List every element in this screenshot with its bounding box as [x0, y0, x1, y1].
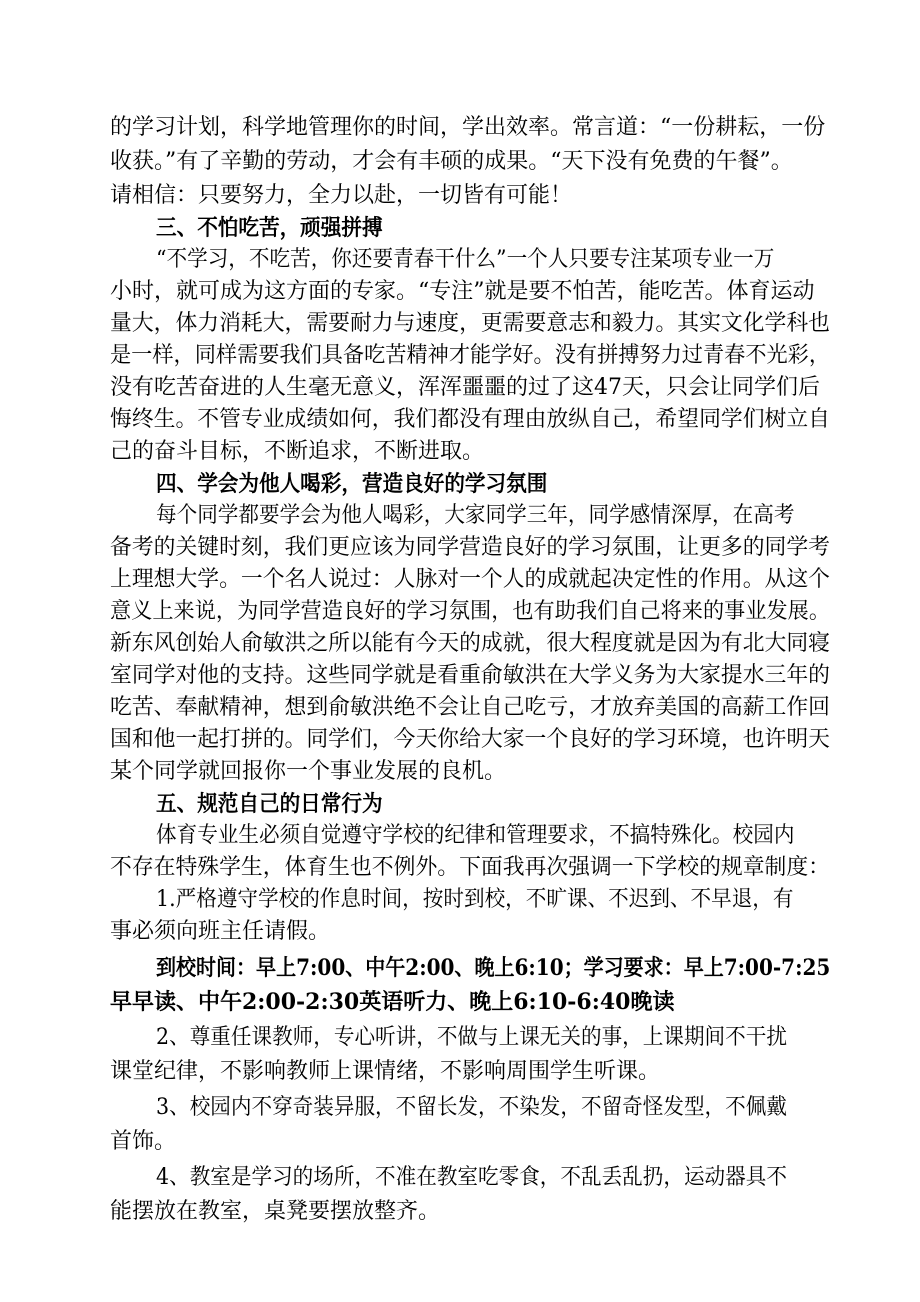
- rule-item-4: 4、教室是学习的场所，不准在教室吃零食，不乱丢乱扔，运动器具不: [156, 1165, 787, 1190]
- paragraph-line: 新东风创始人俞敏洪之所以能有今天的成就，很大程度就是因为有北大同寝: [110, 631, 830, 656]
- paragraph-line: 的学习计划，科学地管理你的时间，学出效率。常言道：“一份耕耘，一份: [110, 115, 826, 140]
- paragraph-line: 收获。”有了辛勤的劳动，才会有丰硕的成果。“天下没有免费的午餐”。: [110, 149, 793, 174]
- paragraph-line: 己的奋斗目标，不断追求，不断进取。: [110, 439, 485, 464]
- paragraph-line: 首饰。: [110, 1129, 177, 1154]
- paragraph-line: 备考的关键时刻，我们更应该为同学营造良好的学习氛围，让更多的同学考: [110, 535, 830, 560]
- schedule-line: 早早读、中午2:00-2:30英语听力、晚上6:10-6:40晚读: [110, 989, 675, 1015]
- paragraph-line: 每个同学都要学会为他人喝彩，大家同学三年，同学感情深厚，在高考: [156, 503, 795, 528]
- paragraph-line: 量大，体力消耗大，需要耐力与速度，更需要意志和毅力。其实文化学科也: [110, 311, 830, 336]
- section-heading-3: 三、不怕吃苦，顽强拼搏: [156, 215, 383, 241]
- paragraph-line: 小时，就可成为这方面的专家。“专注”就是要不怕苦，能吃苦。体育运动: [110, 279, 815, 304]
- rule-item-1: 1.严格遵守学校的作息时间，按时到校，不旷课、不迟到、不早退，有: [156, 887, 794, 912]
- paragraph-line: 国和他一起打拼的。同学们，今天你给大家一个良好的学习环境，也许明天: [110, 727, 830, 752]
- paragraph-line: 意义上来说，为同学营造良好的学习氛围，也有助我们自己将来的事业发展。: [110, 599, 831, 624]
- paragraph-line: 某个同学就回报你一个事业发展的良机。: [110, 759, 507, 784]
- section-heading-5: 五、规范自己的日常行为: [156, 791, 383, 817]
- section-heading-4: 四、学会为他人喝彩，营造良好的学习氛围: [156, 471, 548, 497]
- rule-item-2: 2、尊重任课教师，专心听讲，不做与上课无关的事，上课期间不干扰: [156, 1025, 787, 1050]
- schedule-line: 到校时间：早上7:00、中午2:00、晚上6:10；学习要求：早上7:00-7:25: [156, 955, 831, 981]
- paragraph-line: 课堂纪律，不影响教师上课情绪，不影响周围学生听课。: [110, 1059, 661, 1084]
- paragraph-line: 没有吃苦奋进的人生毫无意义，浑浑噩噩的过了这47天，只会让同学们后: [110, 375, 820, 400]
- paragraph-line: 能摆放在教室，桌凳要摆放整齐。: [110, 1199, 441, 1224]
- paragraph-line: 室同学对他的支持。这些同学就是看重俞敏洪在大学义务为大家提水三年的: [110, 663, 830, 688]
- rule-item-3: 3、校园内不穿奇装异服，不留长发，不染发，不留奇怪发型，不佩戴: [156, 1095, 787, 1120]
- paragraph-line: 不存在特殊学生，体育生也不例外。下面我再次强调一下学校的规章制度：: [110, 855, 830, 880]
- paragraph-line: 请相信：只要努力，全力以赴，一切皆有可能！: [110, 183, 573, 208]
- paragraph-line: 体育专业生必须自觉遵守学校的纪律和管理要求，不搞特殊化。校园内: [156, 823, 795, 848]
- paragraph-line: 上理想大学。一个名人说过：人脉对一个人的成就起决定性的作用。从这个: [110, 567, 830, 592]
- paragraph-line: 事必须向班主任请假。: [110, 919, 331, 944]
- paragraph-line: 吃苦、奉献精神，想到俞敏洪绝不会让自己吃亏，才放弃美国的高薪工作回: [110, 695, 830, 720]
- paragraph-line: “不学习，不吃苦，你还要青春干什么”一个人只要专注某项专业一万: [156, 247, 775, 272]
- paragraph-line: 悔终生。不管专业成绩如何，我们都没有理由放纵自己，希望同学们树立自: [110, 407, 830, 432]
- paragraph-line: 是一样，同样需要我们具备吃苦精神才能学好。没有拼搏努力过青春不光彩，: [110, 343, 831, 368]
